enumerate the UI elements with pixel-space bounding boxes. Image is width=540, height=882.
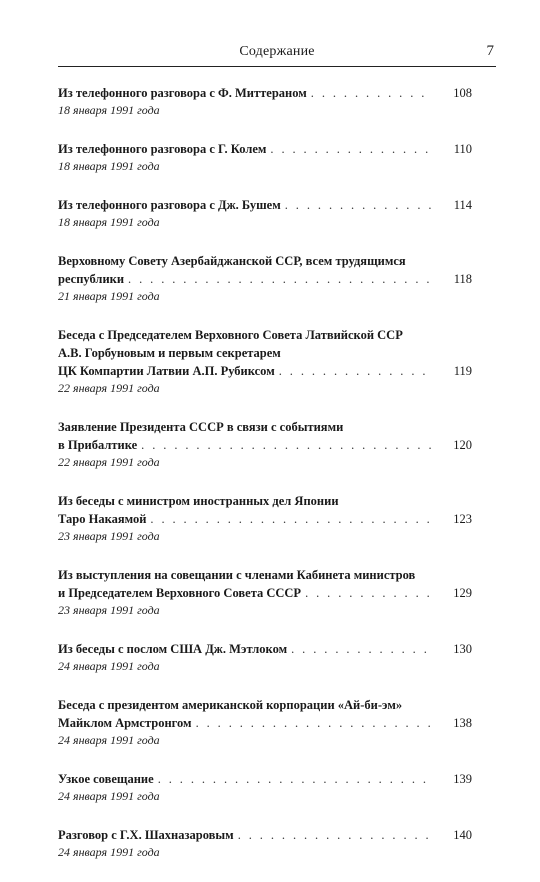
- toc-entry-page-number: 120: [453, 438, 472, 452]
- toc-entry[interactable]: [58, 196, 472, 230]
- page-number: 7: [486, 43, 494, 59]
- toc-entry-date: 23 января 1991 года: [58, 529, 160, 543]
- dot-leader: [150, 510, 432, 528]
- toc-entry-page-number: 118: [453, 272, 472, 286]
- toc-entry-leader-line: [58, 84, 472, 102]
- toc-entry-title-line: А.В. Горбуновым и первым секретарем: [58, 346, 281, 360]
- toc-entry-page-number: 114: [453, 198, 472, 212]
- toc-entry-title-line: республики: [58, 272, 125, 286]
- toc-entry-date: 24 января 1991 года: [58, 733, 160, 747]
- toc-entry-title-line: ЦК Компартии Латвии А.П. Рубиксом: [58, 364, 275, 378]
- dot-leader: [305, 584, 432, 602]
- toc-entry-leader-line: [58, 362, 472, 380]
- toc-entry-date: 22 января 1991 года: [58, 381, 160, 395]
- toc-entry-leader-line: [58, 510, 472, 528]
- toc-entry-title-line: Заявление Президента СССР в связи с событиями: [58, 420, 344, 434]
- toc-entry-title-line: Из выступления на совещании с членами Кабинета министров: [58, 568, 416, 582]
- dot-leader: [311, 84, 432, 102]
- dot-leader: [128, 270, 432, 288]
- toc-entry-title-line: Беседа с президентом американской корпорации «Ай-би-эм»: [58, 698, 403, 712]
- toc-entry-leader-line: [58, 640, 472, 658]
- toc-entry[interactable]: [58, 492, 472, 544]
- toc-entry-date: 23 января 1991 года: [58, 603, 160, 617]
- toc-entry[interactable]: [58, 826, 472, 860]
- toc-entry-title-line: Из телефонного разговора с Ф. Миттераном: [58, 86, 307, 100]
- toc-entry-leader-line: [58, 826, 472, 844]
- toc-entry-page-number: 129: [453, 586, 472, 600]
- toc-entry-leader-line: [58, 436, 472, 454]
- toc-entry-date: 18 января 1991 года: [58, 215, 160, 229]
- toc-entry-leader-line: [58, 714, 472, 732]
- running-header: [58, 42, 496, 67]
- toc-entry[interactable]: [58, 696, 472, 748]
- toc-entry-title-line: Узкое совещание: [58, 772, 154, 786]
- toc-entry-title-line: Из телефонного разговора с Г. Колем: [58, 142, 267, 156]
- table-of-contents: [58, 84, 472, 882]
- dot-leader: [279, 362, 432, 380]
- toc-entry-title-line: в Прибалтике: [58, 438, 138, 452]
- dot-leader: [291, 640, 432, 658]
- toc-entry-date: 18 января 1991 года: [58, 103, 160, 117]
- toc-entry-page-number: 130: [453, 642, 472, 656]
- dot-leader: [158, 770, 432, 788]
- toc-entry-leader-line: [58, 140, 472, 158]
- toc-entry-page-number: 110: [453, 142, 472, 156]
- toc-entry-date: 22 января 1991 года: [58, 455, 160, 469]
- dot-leader: [196, 714, 432, 732]
- toc-entry[interactable]: [58, 770, 472, 804]
- dot-leader: [238, 826, 432, 844]
- toc-entry-date: 24 января 1991 года: [58, 659, 160, 673]
- toc-entry-title-line: и Председателем Верховного Совета СССР: [58, 586, 302, 600]
- toc-entry-date: 24 января 1991 года: [58, 789, 160, 803]
- toc-entry-title-line: Майклом Армстронгом: [58, 716, 192, 730]
- toc-entry-page-number: 119: [453, 364, 472, 378]
- toc-entry-title-line: Из телефонного разговора с Дж. Бушем: [58, 198, 281, 212]
- toc-entry-page-number: 123: [453, 512, 472, 526]
- toc-entry-page-number: 108: [453, 86, 472, 100]
- toc-entry-title-line: Из беседы с министром иностранных дел Японии: [58, 494, 339, 508]
- toc-entry-page-number: 138: [453, 716, 472, 730]
- toc-entry-title-line: Разговор с Г.Х. Шахназаровым: [58, 828, 234, 842]
- toc-entry-title-line: Беседа с Председателем Верховного Совета Латвийской ССР: [58, 328, 403, 342]
- toc-entry-title-line: Из беседы с послом США Дж. Мэтлоком: [58, 642, 288, 656]
- toc-entry-date: 24 января 1991 года: [58, 845, 160, 859]
- section-title: Содержание: [239, 44, 315, 59]
- toc-entry[interactable]: [58, 84, 472, 118]
- toc-entry-date: 18 января 1991 года: [58, 159, 160, 173]
- toc-entry-page-number: 139: [453, 772, 472, 786]
- toc-entry-date: 21 января 1991 года: [58, 289, 160, 303]
- toc-entry[interactable]: [58, 326, 472, 396]
- toc-entry[interactable]: [58, 418, 472, 470]
- toc-entry-leader-line: [58, 584, 472, 602]
- toc-entry-leader-line: [58, 270, 472, 288]
- dot-leader: [141, 436, 432, 454]
- toc-entry-leader-line: [58, 196, 472, 214]
- toc-entry-title-line: Таро Накаямой: [58, 512, 147, 526]
- toc-entry[interactable]: [58, 252, 472, 304]
- toc-entry[interactable]: [58, 566, 472, 618]
- toc-entry[interactable]: [58, 140, 472, 174]
- toc-entry-title-line: Верховному Совету Азербайджанской ССР, всем трудящимся: [58, 254, 406, 268]
- dot-leader: [285, 196, 432, 214]
- toc-entry-leader-line: [58, 770, 472, 788]
- dot-leader: [270, 140, 432, 158]
- toc-entry-page-number: 140: [453, 828, 472, 842]
- toc-entry[interactable]: [58, 640, 472, 674]
